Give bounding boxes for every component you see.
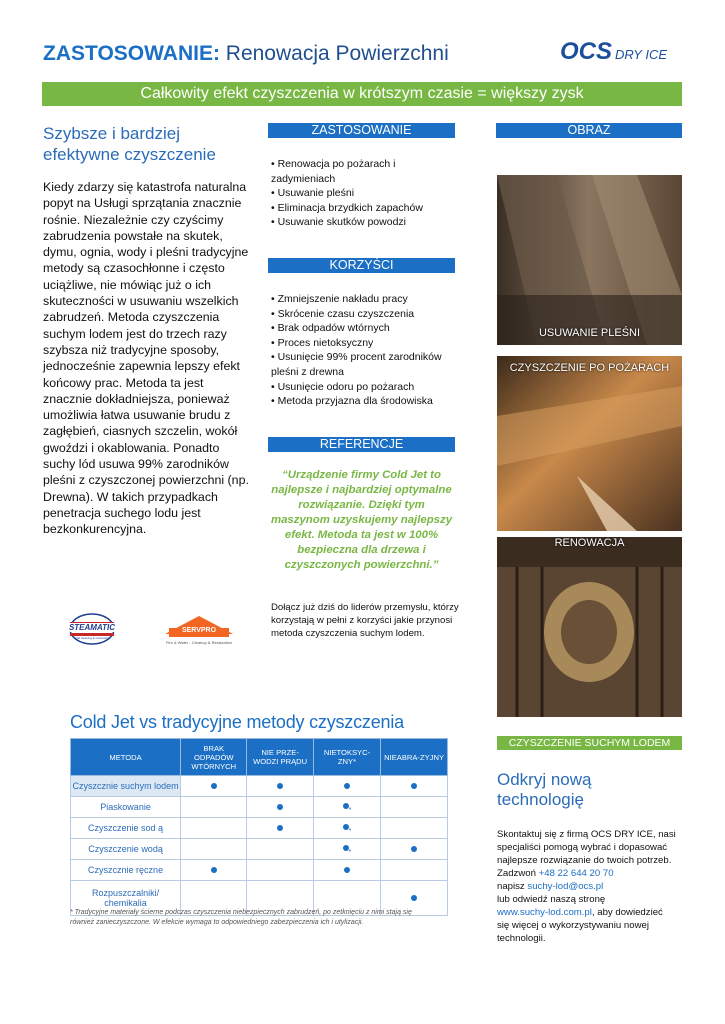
col-nonabrasive: NIEABRA-ZYJNY	[381, 739, 448, 776]
contact-block	[497, 828, 677, 945]
table-row	[71, 818, 448, 839]
feature-cell	[247, 776, 313, 797]
feature-cell	[181, 776, 247, 797]
headline-banner: Całkowity efekt czyszczenia w krótszym czasie = większy zysk	[42, 82, 682, 106]
korzysci-item: • Zmniejszenie nakładu pracy	[271, 293, 408, 305]
korzysci-item: • Metoda przyjazna dla środowiska	[271, 395, 433, 408]
method-name: Czyszcznie ręczne	[71, 860, 181, 881]
feature-cell	[313, 797, 380, 818]
check-dot	[277, 783, 283, 789]
col-nontoxic: NIETOKSYC-ZNY*	[313, 739, 380, 776]
korzysci-item: • Brak odpadów wtórnych	[271, 322, 390, 335]
photo-mold-removal	[497, 175, 682, 345]
website-line	[497, 906, 677, 945]
steamatic-text: STEAMATIC	[53, 623, 131, 632]
discover-heading: Odkryj nową technologię	[497, 770, 592, 809]
email-link[interactable]: suchy-lod@ocs.pl	[527, 881, 604, 892]
footnote-star: *	[348, 848, 352, 856]
check-dot	[344, 783, 350, 789]
table-footnote: * Tradycyjne materiały ścierne podczas czyszczenia niebezpiecznych zabrudzeń, po zetknięciu z nimi stają się również zanieczyszczone. W efekcie wymaga to odpowiedniego zabezpieczenia ich i utylizacji.	[70, 909, 412, 926]
feature-cell	[381, 797, 448, 818]
check-dot	[411, 783, 417, 789]
zastosowanie-item: • Usuwanie skutków powodzi	[271, 216, 406, 229]
korzysci-header: KORZYŚCI	[268, 258, 455, 273]
feature-cell	[181, 797, 247, 818]
feature-cell	[313, 860, 380, 881]
footnote-star: *	[348, 827, 352, 835]
zastosowanie-item: • Renowacja po pożarach i zadymieniach	[271, 158, 396, 185]
check-dot	[211, 783, 217, 789]
referencje-header: REFERENCJE	[268, 437, 455, 452]
col-method: METODA	[71, 739, 181, 776]
method-name: Czyszczenie wodą	[71, 839, 181, 860]
zastosowanie-item: • Eliminacja brzydkich zapachów	[271, 201, 423, 214]
visit-line: lub odwiedź naszą stronę	[497, 894, 606, 905]
servpro-logo	[155, 614, 243, 648]
check-dot	[411, 895, 417, 901]
check-dot	[277, 825, 283, 831]
servpro-sub: Fire & Water - Cleanup & Restoration	[165, 640, 233, 645]
table-row	[71, 839, 448, 860]
photo-fire-cleaning	[497, 356, 682, 531]
zastosowanie-header: ZASTOSOWANIE	[268, 123, 455, 138]
table-row	[71, 776, 448, 797]
join-text: Dołącz już dziś do liderów przemysłu, którzy korzystają w pełni z korzyści jakie przynosi metoda czyszczenia suchym lodem.	[271, 602, 459, 639]
contact-end: , aby dowiedzieć się więcej o wykorzystywaniu nowej technologii.	[497, 907, 663, 944]
logo-main: OCS	[560, 38, 613, 65]
feature-cell	[247, 818, 313, 839]
feature-cell	[181, 860, 247, 881]
method-name: Czyszcznie suchym lodem	[71, 776, 181, 797]
page-title	[43, 42, 449, 66]
comparison-table	[70, 738, 448, 916]
steamatic-logo	[53, 612, 131, 648]
zastosowanie-list	[271, 157, 451, 230]
phone-label: Zadzwoń	[497, 868, 539, 879]
feature-cell	[181, 839, 247, 860]
photo-renovation	[497, 537, 682, 717]
caption-mold: USUWANIE PLEŚNI	[538, 327, 641, 339]
feature-cell	[181, 818, 247, 839]
check-dot	[277, 804, 283, 810]
feature-cell	[247, 860, 313, 881]
feature-cell	[247, 797, 313, 818]
phone-line	[497, 867, 677, 880]
feature-cell	[381, 860, 448, 881]
comparison-title: Cold Jet vs tradycyjne metody czyszczenia	[70, 712, 404, 732]
footnote-star: *	[348, 806, 352, 814]
caption-fire: CZYSZCZENIE PO POŻARACH	[509, 362, 670, 374]
korzysci-item: • Usunięcie odoru po pożarach	[271, 380, 415, 393]
korzysci-item: • Usunięcie 99% procent zarodników pleśni z drewna	[271, 351, 442, 378]
caption-dry-ice: CZYSZCZENIE SUCHYM LODEM	[497, 736, 682, 750]
check-dot	[411, 846, 417, 852]
caption-renovation: RENOWACJA	[554, 537, 625, 549]
servpro-text: SERVPRO	[181, 627, 217, 634]
feature-cell	[313, 818, 380, 839]
check-dot	[344, 867, 350, 873]
feature-cell	[313, 776, 380, 797]
table-row	[71, 860, 448, 881]
obraz-header: OBRAZ	[496, 123, 682, 138]
korzysci-item: • Skrócenie czasu czyszczenia	[271, 307, 415, 320]
email-label: napisz	[497, 881, 528, 892]
left-body: Kiedy zdarzy się katastrofa naturalna popyt na Usługi sprzątania znacznie rośnie. Niezależnie czy czyścimy zabrudzenia powstałe na skutek, dymu, ognia, wody i pleśni tradycyjne metody są czasochłonne i często uciążliwe, nie mówiąc już o ich skuteczności w usuwaniu wszelkich zabrudzeń. Metoda czyszczenia suchym lodem jest do trzech razy szybsza niż tradycyjne sposoby, jednocześnie zapewnia lepszy efekt końcowy prac. Metoda ta jest znacznie dokładniejsza, ponieważ umożliwia łatwa usuwanie brudu z zagłębień, ciasnych szczelin, wokół gwoździ i okablowania. Ponadto suchy lód usuwa 99% zarodników pleśni z czyszczonej powierzchni (np. Drewna). W takich przypadkach penetracja suchego lodu jest bezkonkurencyjna.	[43, 180, 249, 537]
method-name: Piaskowanie	[71, 797, 181, 818]
logo-sub: DRY ICE	[615, 47, 668, 62]
korzysci-item: • Proces nietoksyczny	[271, 336, 374, 349]
feature-cell	[247, 839, 313, 860]
feature-cell	[381, 776, 448, 797]
feature-cell	[313, 839, 380, 860]
check-dot	[211, 867, 217, 873]
method-name: Czyszczenie sod ą	[71, 818, 181, 839]
title-rest: Renowacja Powierzchni	[219, 42, 449, 65]
korzysci-list	[271, 292, 461, 409]
ocs-logo	[560, 38, 680, 68]
contact-intro: Skontaktuj się z firmą OCS DRY ICE, nasi specjaliści pomogą wybrać i dopasować najlepsze rozwiązanie do twoich potrzeb.	[497, 829, 676, 866]
testimonial-quote: “Urządzenie firmy Cold Jet to najlepsze i najbardziej optymalne rozwiązanie. Dzięki tym maszynom uzyskujemy najlepszy efekt. Metoda ta jest w 100% bezpieczna dla drzewa i czyszczonych powierzchni.”	[270, 469, 453, 571]
method-name: Rozpuszczalniki/ chemikalia	[71, 881, 181, 916]
title-bold: ZASTOSOWANIE:	[43, 42, 220, 65]
website-link[interactable]: www.suchy-lod.com.pl	[497, 907, 592, 918]
steamatic-sub: total cleaning & restoration	[74, 636, 110, 640]
table-row	[71, 797, 448, 818]
zastosowanie-item: • Usuwanie pleśni	[271, 187, 355, 200]
feature-cell	[381, 839, 448, 860]
col-nonconductive: NIE PRZE-WODZI PRĄDU	[247, 739, 313, 776]
feature-cell	[381, 818, 448, 839]
phone-link[interactable]: +48 22 644 20 70	[538, 868, 614, 879]
col-no-waste: BRAK ODPADÓW WTÓRNYCH	[181, 739, 247, 776]
email-line	[497, 880, 677, 893]
left-heading: Szybsze i bardziej efektywne czyszczenie	[43, 124, 216, 164]
